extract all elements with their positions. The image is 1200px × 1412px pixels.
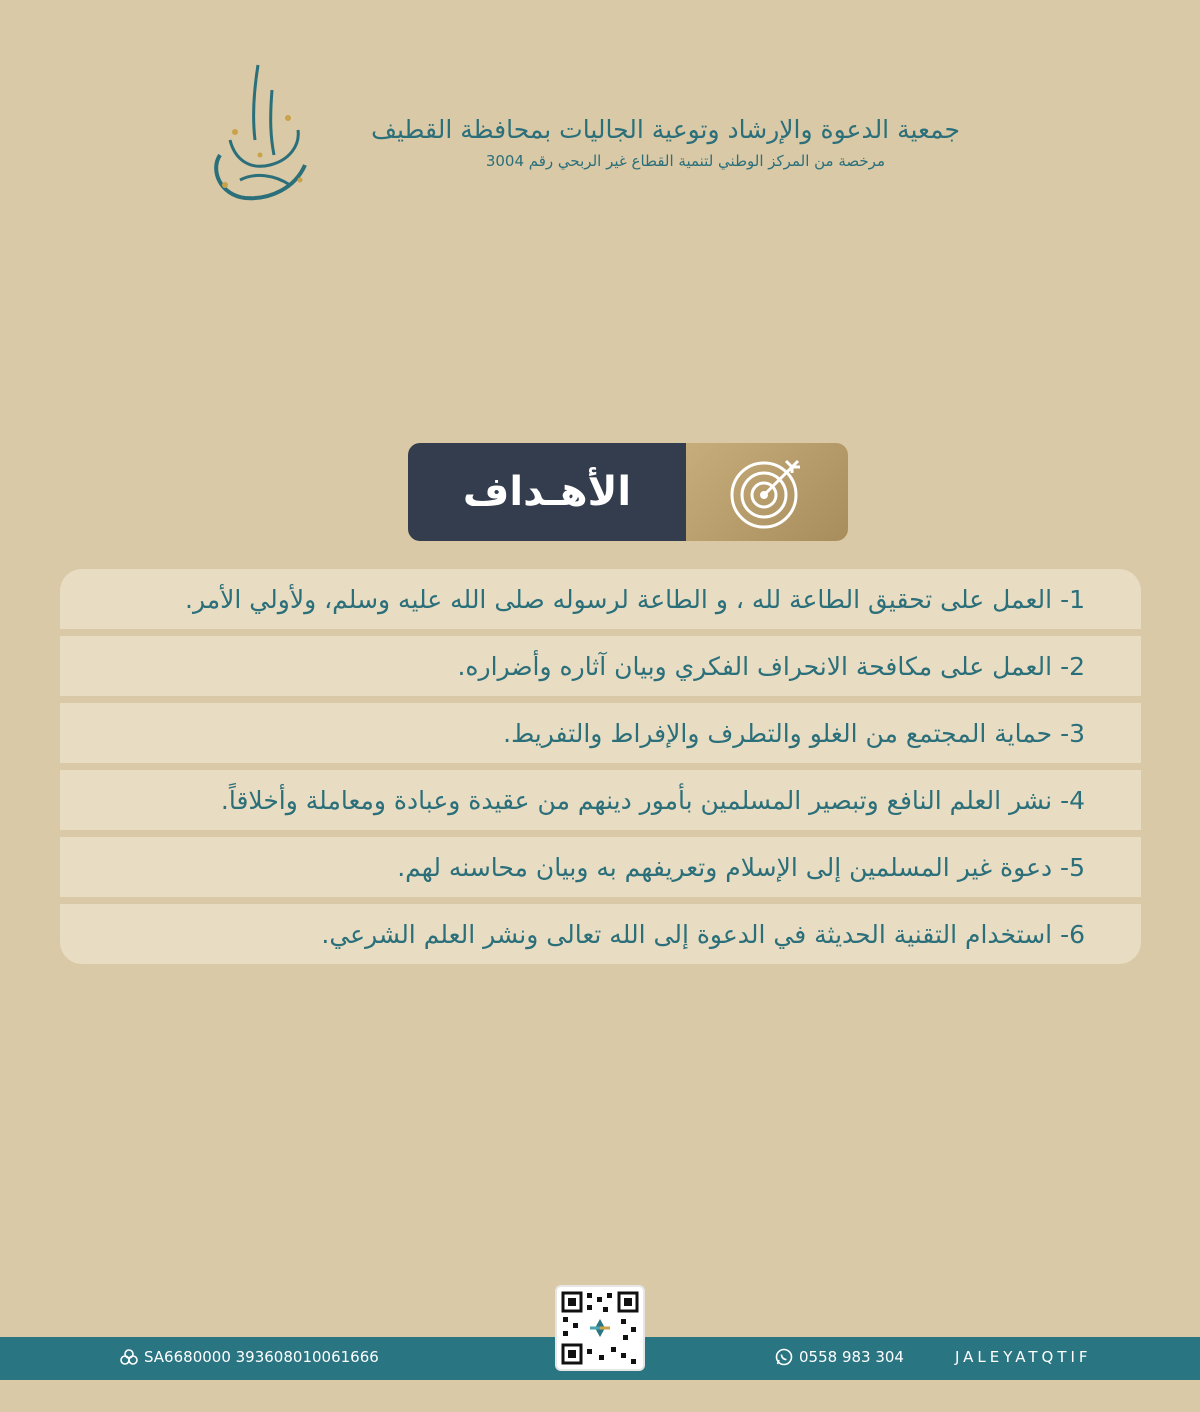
qr-code-icon xyxy=(557,1287,643,1369)
whatsapp-icon xyxy=(775,1348,793,1366)
goal-text: 3- حماية المجتمع من الغلو والتطرف والإفراط والتفريط. xyxy=(503,718,1085,748)
goals-list xyxy=(60,569,1141,971)
social-handle: JALEYATQTIF xyxy=(955,1348,1092,1366)
goal-item xyxy=(60,770,1141,830)
goal-text: 6- استخدام التقنية الحديثة في الدعوة إلى الله تعالى ونشر العلم الشرعي. xyxy=(321,919,1085,949)
badge-icon-box xyxy=(686,443,848,541)
goal-text: 2- العمل على مكافحة الانحراف الفكري وبيان آثاره وأضراره. xyxy=(457,651,1085,681)
phone-info xyxy=(775,1348,904,1366)
section-title: الأهـداف xyxy=(462,469,632,515)
badge-title-box xyxy=(408,443,686,541)
goal-item xyxy=(60,904,1141,964)
phone-text: 0558 983 304 xyxy=(799,1348,904,1366)
organization-name: جمعية الدعوة والإرشاد وتوعية الجاليات بمحافظة القطيف xyxy=(371,115,960,144)
goal-text: 5- دعوة غير المسلمين إلى الإسلام وتعريفهم به وبيان محاسنه لهم. xyxy=(397,852,1085,882)
target-arrow-icon xyxy=(728,453,806,531)
goal-text: 4- نشر العلم النافع وتبصير المسلمين بأمور دينهم من عقيدة وعبادة ومعاملة وأخلاقاً. xyxy=(220,785,1085,815)
goal-item xyxy=(60,837,1141,897)
iban-info xyxy=(120,1348,379,1366)
goal-item xyxy=(60,703,1141,763)
goal-item xyxy=(60,569,1141,629)
calligraphy-logo-icon xyxy=(200,60,320,210)
bank-icon xyxy=(120,1348,138,1366)
goal-item xyxy=(60,636,1141,696)
iban-text: SA6680000 393608010061666 xyxy=(144,1348,379,1366)
license-text: مرخصة من المركز الوطني لتنمية القطاع غير الربحي رقم 3004 xyxy=(485,152,885,170)
goal-text: 1- العمل على تحقيق الطاعة لله ، و الطاعة لرسوله صلى الله عليه وسلم، ولأولي الأمر. xyxy=(185,584,1085,614)
section-badge xyxy=(408,443,848,541)
header xyxy=(200,60,960,220)
